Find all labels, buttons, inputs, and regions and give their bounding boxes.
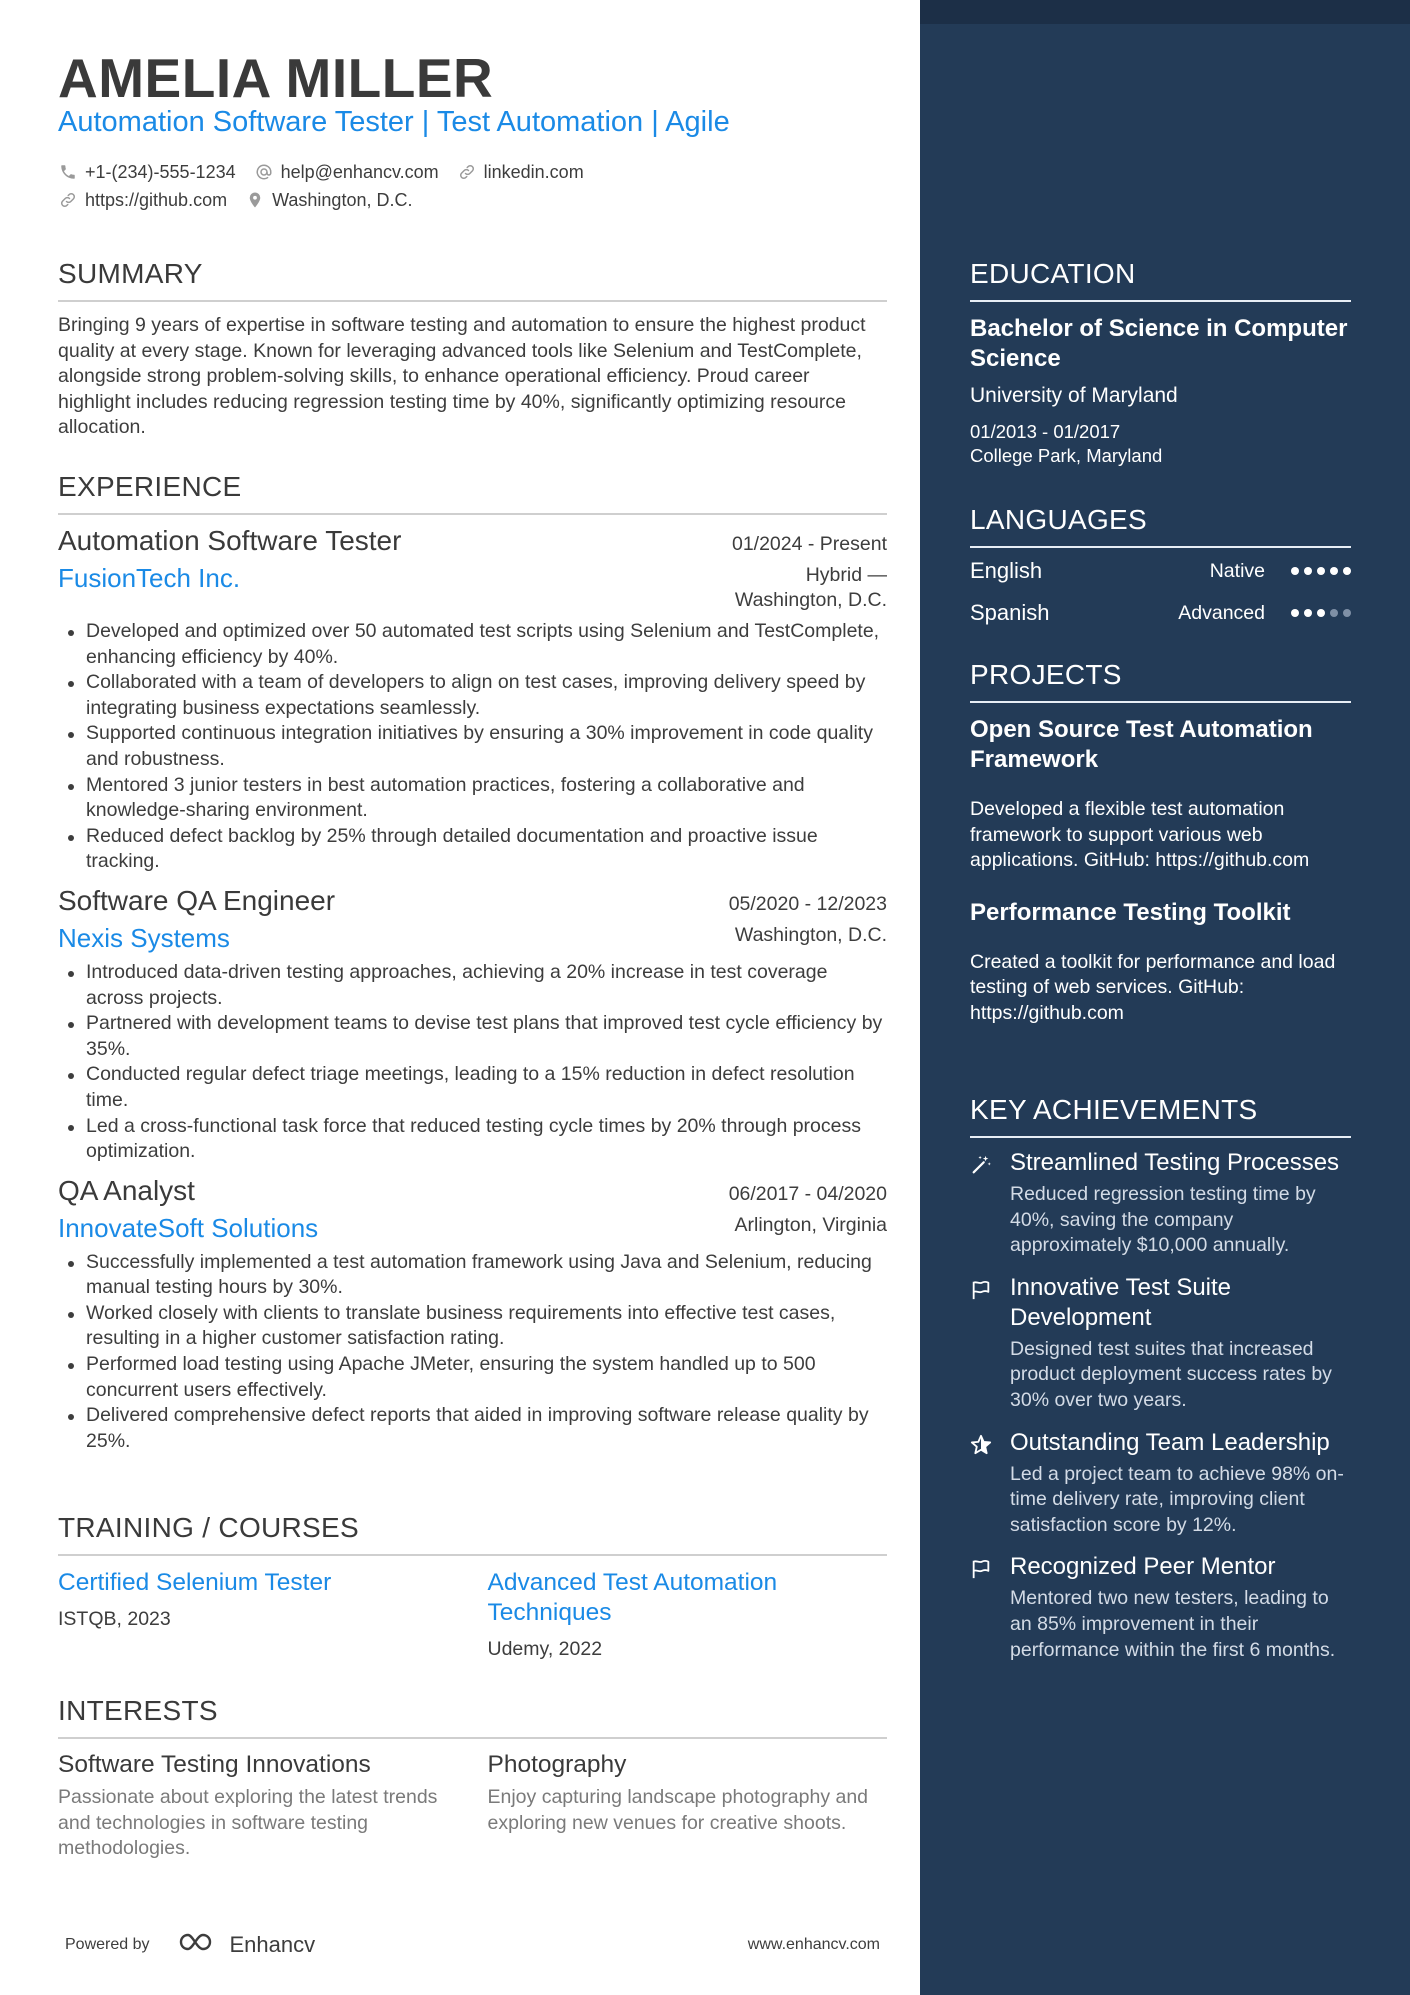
list-item: Developed and optimized over 50 automated test scripts using Selenium and TestComplete, enhancing efficiency by 40%. (58, 619, 887, 670)
job-company: FusionTech Inc. (58, 563, 241, 593)
education-section (970, 258, 1351, 468)
sidebar-top-bar (920, 0, 1410, 24)
section-title: TRAINING / COURSES (58, 1512, 359, 1543)
achievement-entry (970, 1273, 1351, 1414)
job-location-line: Washington, D.C. (734, 589, 887, 611)
job-location (735, 563, 887, 613)
interest-desc: Enjoy capturing landscape photography and exploring new venues for creative shoots. (487, 1786, 869, 1834)
proficiency-dot-filled (1304, 609, 1312, 617)
proficiency-dots (1291, 609, 1351, 617)
interests-section (58, 1695, 887, 1862)
proficiency-dot-filled (1317, 609, 1325, 617)
brand-logo[interactable] (176, 1930, 316, 1960)
proficiency-dot-filled (1291, 567, 1299, 575)
section-title: EXPERIENCE (58, 471, 242, 502)
education-location: College Park, Maryland (970, 445, 1163, 466)
section-title: PROJECTS (970, 659, 1122, 690)
achievement-title: Outstanding Team Leadership (1010, 1428, 1330, 1456)
section-title: SUMMARY (58, 258, 203, 289)
project-desc: Developed a flexible test automation framework to support various web applications. GitHub: https://github.com (970, 798, 1310, 872)
project-entry (970, 715, 1351, 874)
contact-phone[interactable] (58, 162, 236, 183)
contact-row (58, 186, 898, 214)
list-item: Partnered with development teams to devise test plans that improved test cycle efficiency by 35%. (58, 1011, 887, 1062)
contact-linkedin[interactable] (457, 162, 584, 183)
interest-title: Photography (487, 1751, 627, 1778)
section-title: EDUCATION (970, 258, 1136, 289)
list-item: Conducted regular defect triage meetings, leading to a 15% reduction in defect resolution time. (58, 1062, 887, 1113)
list-item: Successfully implemented a test automation framework using Java and Selenium, reducing manual testing hours by 30%. (58, 1250, 887, 1301)
powered-by-label: Powered by (65, 1936, 150, 1953)
job-location: Arlington, Virginia (734, 1213, 887, 1236)
course-meta: ISTQB, 2023 (58, 1608, 171, 1630)
section-divider (970, 1136, 1351, 1138)
section-title: INTERESTS (58, 1695, 218, 1726)
section-divider (970, 701, 1351, 703)
job-dates: 06/2017 - 04/2020 (728, 1182, 887, 1205)
language-level: Advanced (1178, 601, 1265, 624)
education-degree: Bachelor of Science in Computer Science (970, 315, 1348, 372)
proficiency-dot-empty (1330, 609, 1338, 617)
contact-linkedin-text: linkedin.com (483, 161, 584, 182)
section-divider (58, 300, 887, 302)
contact-row (58, 158, 898, 186)
job-dates: 05/2020 - 12/2023 (728, 892, 887, 915)
job-dates: 01/2024 - Present (731, 533, 887, 555)
job-entry (58, 1175, 887, 1455)
infinity-logo-icon (176, 1930, 222, 1960)
proficiency-dot-filled (1343, 567, 1351, 575)
training-section (58, 1512, 887, 1661)
achievement-desc: Designed test suites that increased product deployment success rates by 30% over two years. (1010, 1337, 1332, 1411)
language-name: Spanish (970, 600, 1050, 625)
job-bullets (58, 619, 887, 875)
course-meta: Udemy, 2022 (487, 1638, 603, 1660)
languages-section (970, 504, 1351, 634)
experience-section (58, 471, 887, 1454)
contact-location-text: Washington, D.C. (272, 189, 413, 210)
achievement-desc: Mentored two new testers, leading to an 85% improvement in their performance within the first 6 months. (1010, 1587, 1336, 1661)
job-title: Software QA Engineer (58, 884, 336, 916)
list-item: Delivered comprehensive defect reports that aided in improving software release quality by 25%. (58, 1403, 887, 1454)
project-title: Open Source Test Automation Framework (970, 716, 1313, 773)
section-divider (58, 1737, 887, 1739)
language-name: English (970, 558, 1043, 583)
interest-title: Software Testing Innovations (58, 1751, 371, 1778)
candidate-name: AMELIA MILLER (58, 47, 494, 109)
job-bullets (58, 1250, 887, 1455)
list-item: Worked closely with clients to translate business requirements into effective test cases, resulting in a higher customer satisfaction rating. (58, 1301, 887, 1352)
proficiency-dot-empty (1343, 609, 1351, 617)
proficiency-dot-filled (1330, 567, 1338, 575)
summary-section (58, 258, 887, 441)
contact-location (245, 190, 412, 211)
job-entry (58, 525, 887, 875)
contact-phone-text: +1-(234)-555-1234 (85, 161, 236, 182)
job-location-line: Hybrid — (805, 564, 887, 586)
at-icon (254, 162, 274, 182)
proficiency-dot-filled (1317, 567, 1325, 575)
course-entry (488, 1568, 888, 1661)
list-item: Mentored 3 junior testers in best automation practices, fostering a collaborative and knowledge-sharing environment. (58, 773, 887, 824)
interest-desc: Passionate about exploring the latest trends and technologies in software testing methodologies. (58, 1786, 438, 1860)
magic-wand-icon (970, 1148, 996, 1259)
contact-list (58, 158, 898, 214)
list-item: Supported continuous integration initiatives by ensuring a 30% improvement in code quality and robustness. (58, 721, 887, 772)
location-pin-icon (245, 190, 265, 210)
contact-github-text: https://github.com (85, 189, 228, 210)
achievements-section (970, 1094, 1351, 1663)
project-title: Performance Testing Toolkit (970, 898, 1291, 926)
job-company: InnovateSoft Solutions (58, 1212, 319, 1243)
brand-name: Enhancv (229, 1932, 316, 1957)
achievement-title: Streamlined Testing Processes (1010, 1149, 1340, 1176)
list-item: Led a cross-functional task force that reduced testing cycle times by 20% through process optimization. (58, 1114, 887, 1165)
proficiency-dot-filled (1291, 609, 1299, 617)
interest-entry (488, 1751, 888, 1862)
list-item: Performed load testing using Apache JMeter, ensuring the system handled up to 500 concurrent users effectively. (58, 1352, 887, 1403)
footer (65, 1930, 880, 1960)
achievement-desc: Led a project team to achieve 98% on-time delivery rate, improving client satisfaction score by 12%. (1010, 1462, 1344, 1536)
job-bullets (58, 960, 887, 1165)
section-divider (58, 1554, 887, 1556)
star-icon (970, 1428, 996, 1539)
language-row (970, 550, 1351, 592)
course-title: Certified Selenium Tester (58, 1569, 332, 1596)
list-item: Collaborated with a team of developers to align on test cases, improving delivery speed by integrating business expectations seamlessly. (58, 670, 887, 721)
proficiency-dot-filled (1304, 567, 1312, 575)
achievement-entry (970, 1428, 1351, 1539)
section-divider (970, 546, 1351, 548)
job-title: QA Analyst (58, 1174, 195, 1206)
link-icon (457, 162, 477, 182)
summary-text: Bringing 9 years of expertise in software testing and automation to ensure the highest product quality at every stage. Known for leveraging advanced tools like Selenium and TestComplete, alongside strong problem-solving skills, to enhance operational efficiency. Proud career highlight includes reducing regression testing time by 40%, significantly optimizing resource allocation. (58, 314, 866, 439)
language-row (970, 592, 1351, 634)
section-divider (58, 513, 887, 515)
job-location: Washington, D.C. (734, 923, 887, 946)
list-item: Introduced data-driven testing approaches, achieving a 20% increase in test coverage across projects. (58, 960, 887, 1011)
education-dates: 01/2013 - 01/2017 (970, 421, 1121, 442)
job-title: Automation Software Tester (58, 525, 402, 556)
candidate-headline: Automation Software Tester | Test Automation | Agile (58, 106, 730, 138)
achievement-desc: Reduced regression testing time by 40%, saving the company approximately $10,000 annually. (1010, 1183, 1316, 1257)
project-desc: Created a toolkit for performance and load testing of web services. GitHub: https://github.com (970, 950, 1336, 1024)
link-icon (58, 190, 78, 210)
section-title: LANGUAGES (970, 504, 1147, 535)
flag-icon (970, 1273, 996, 1414)
section-title: KEY ACHIEVEMENTS (970, 1094, 1258, 1125)
job-entry (58, 885, 887, 1165)
projects-section (970, 659, 1351, 1027)
list-item: Reduced defect backlog by 25% through detailed documentation and proactive issue tracking. (58, 824, 887, 875)
section-divider (970, 300, 1351, 302)
contact-email[interactable] (254, 162, 439, 183)
achievement-entry (970, 1148, 1351, 1259)
project-entry (970, 898, 1351, 1027)
contact-github[interactable] (58, 190, 227, 211)
contact-email-text: help@enhancv.com (280, 161, 439, 182)
job-company: Nexis Systems (58, 922, 230, 953)
interest-entry (58, 1751, 458, 1862)
language-level: Native (1209, 559, 1265, 582)
achievement-title: Recognized Peer Mentor (1010, 1553, 1276, 1581)
proficiency-dots (1291, 567, 1351, 575)
course-title: Advanced Test Automation Techniques (487, 1569, 778, 1626)
footer-url[interactable]: www.enhancv.com (747, 1936, 880, 1953)
course-entry (58, 1568, 458, 1661)
achievement-entry (970, 1552, 1351, 1663)
achievement-title: Innovative Test Suite Development (1010, 1273, 1232, 1331)
phone-icon (58, 162, 78, 182)
flag-icon (970, 1552, 996, 1663)
education-school: University of Maryland (970, 384, 1178, 407)
education-meta (970, 420, 1351, 468)
